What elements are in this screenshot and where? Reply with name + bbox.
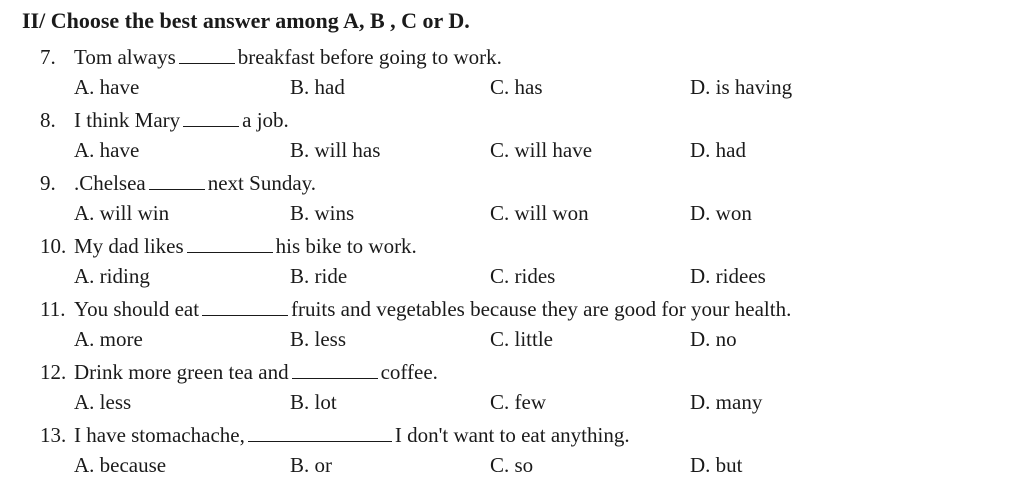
question-stem [40, 295, 791, 323]
question-stem [40, 358, 438, 386]
question-item [40, 421, 1020, 477]
option-c: C. rides [490, 264, 556, 288]
question-text-before-blank: I think Mary [74, 108, 181, 132]
option-b: B. lot [290, 390, 337, 414]
question-text-after-blank: breakfast before going to work. [237, 45, 502, 69]
option-c: C. little [490, 327, 553, 351]
question-text-before-blank: Tom always [74, 45, 176, 69]
question-number: 11. [40, 297, 66, 321]
option-a: A. will win [74, 201, 170, 225]
question-number: 10. [40, 234, 67, 258]
question-stem [40, 232, 417, 260]
option-a: A. have [74, 138, 140, 162]
option-d: D. won [690, 201, 752, 225]
answer-blank [187, 234, 273, 253]
answer-blank [248, 423, 392, 442]
question-text-before-blank: I have stomachache, [74, 423, 245, 447]
question-text-before-blank: .Chelsea [74, 171, 146, 195]
question-number: 8. [40, 108, 56, 132]
option-d: D. is having [690, 75, 793, 99]
option-d: D. but [690, 453, 743, 477]
option-d: D. ridees [690, 264, 766, 288]
question-text-before-blank: You should eat [74, 297, 200, 321]
question-number: 9. [40, 171, 56, 195]
option-c: C. so [490, 453, 534, 477]
question-item [40, 43, 1020, 99]
option-b: B. ride [290, 264, 348, 288]
option-a: A. have [74, 75, 140, 99]
option-b: B. will has [290, 138, 381, 162]
option-c: C. will won [490, 201, 589, 225]
question-text-after-blank: coffee. [380, 360, 438, 384]
question-text-after-blank: fruits and vegetables because they are good for your health. [291, 297, 792, 321]
option-a: A. because [74, 453, 167, 477]
option-d: D. had [690, 138, 746, 162]
option-d: D. many [690, 390, 763, 414]
option-c: C. will have [490, 138, 593, 162]
option-c: C. has [490, 75, 543, 99]
question-text-after-blank: his bike to work. [275, 234, 417, 258]
option-a: A. riding [74, 264, 150, 288]
question-stem [40, 169, 316, 197]
option-a: A. more [74, 327, 143, 351]
section-heading: II/ Choose the best answer among A, B , C or D. [22, 8, 470, 33]
option-a: A. less [74, 390, 132, 414]
answer-blank [202, 297, 288, 316]
answer-blank [292, 360, 378, 379]
answer-blank [183, 108, 239, 127]
question-item [40, 358, 1020, 414]
question-stem [40, 43, 502, 71]
question-number: 7. [40, 45, 56, 69]
question-item [40, 169, 1020, 225]
question-text-after-blank: a job. [242, 108, 289, 132]
question-text-after-blank: I don't want to eat anything. [394, 423, 630, 447]
answer-blank [149, 171, 205, 190]
question-number: 12. [40, 360, 67, 384]
question-text-before-blank: My dad likes [74, 234, 184, 258]
option-c: C. few [490, 390, 546, 414]
answer-blank [179, 45, 235, 64]
option-d: D. no [690, 327, 737, 351]
option-b: B. had [290, 75, 345, 99]
question-item [40, 232, 1020, 288]
option-b: B. or [290, 453, 332, 477]
option-b: B. less [290, 327, 347, 351]
option-b: B. wins [290, 201, 355, 225]
question-stem [40, 421, 630, 449]
question-text-before-blank: Drink more green tea and [74, 360, 289, 384]
question-item [40, 106, 1020, 162]
question-text-after-blank: next Sunday. [207, 171, 317, 195]
question-item [40, 295, 1020, 351]
question-stem [40, 106, 289, 134]
question-number: 13. [40, 423, 67, 447]
